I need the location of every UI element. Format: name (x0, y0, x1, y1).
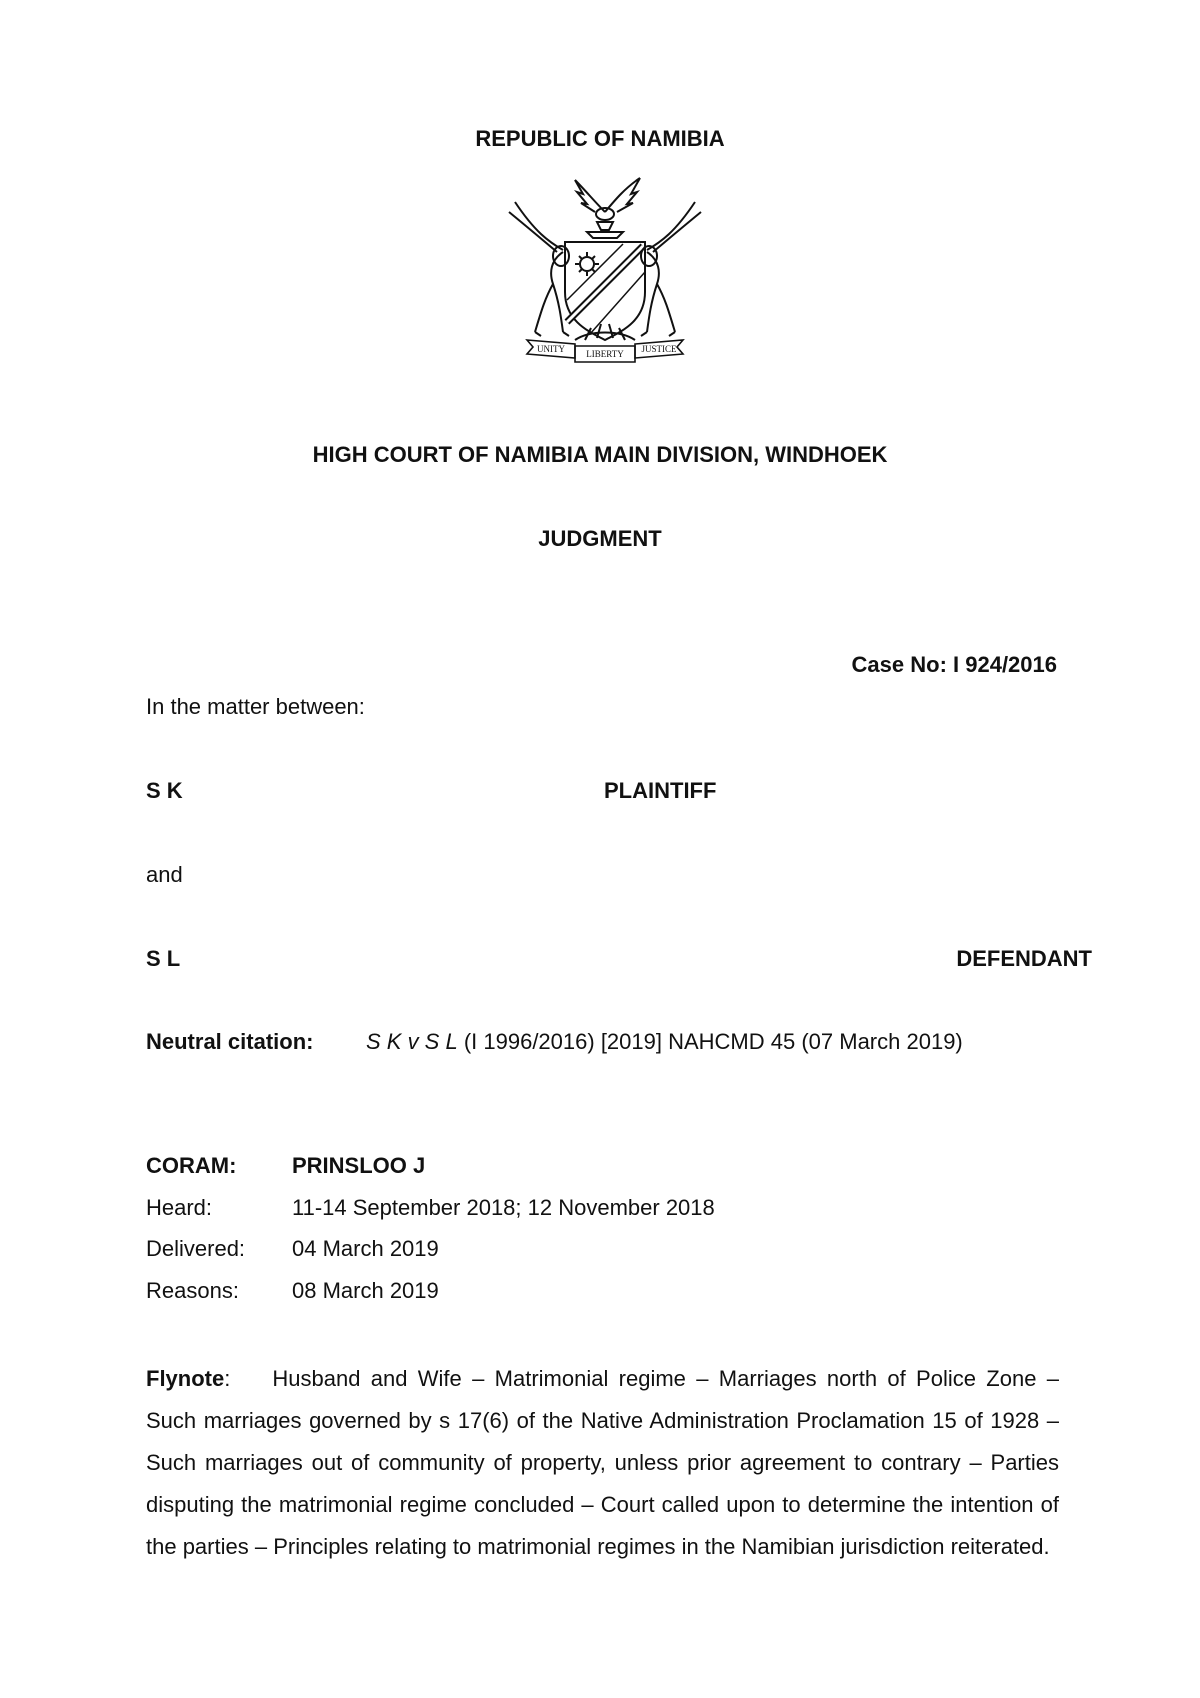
banner-word-liberty: LIBERTY (586, 349, 624, 359)
citation-reference: (I 1996/2016) [2019] NAHCMD 45 (07 March 2019) (457, 1029, 963, 1054)
banner-word-unity: UNITY (537, 344, 565, 354)
banner-word-justice: JUSTICE (641, 344, 677, 354)
judgment-heading: JUDGMENT (538, 526, 662, 551)
reasons-label: Reasons: (146, 1278, 239, 1303)
flynote-paragraph (146, 1358, 1059, 1568)
conjunction-and: and (146, 862, 183, 887)
plaintiff-role: PLAINTIFF (604, 778, 717, 803)
coram-judge: PRINSLOO J (292, 1153, 426, 1178)
delivered-value: 04 March 2019 (292, 1236, 439, 1261)
defendant-name: S L (146, 946, 181, 971)
reasons-value: 08 March 2019 (292, 1278, 439, 1303)
court-heading: HIGH COURT OF NAMIBIA MAIN DIVISION, WINDHOEK (312, 442, 888, 467)
citation-text (366, 1031, 963, 1053)
defendant-role: DEFENDANT (956, 946, 1092, 971)
case-number (852, 654, 1057, 676)
flynote-label: Flynote (146, 1366, 225, 1391)
citation-label: Neutral citation: (146, 1029, 314, 1054)
citation-parties: S K v S L (366, 1029, 458, 1054)
case-no-value: I 924/2016 (953, 652, 1057, 677)
plaintiff-name: S K (146, 778, 183, 803)
heard-value: 11-14 September 2018; 12 November 2018 (292, 1195, 715, 1220)
heard-label: Heard: (146, 1195, 213, 1220)
matter-intro: In the matter between: (146, 694, 365, 719)
flynote-text: Husband and Wife – Matrimonial regime – Marriages north of Police Zone – Such marriages governed by s 17(6) of the Native Administration Proclamation 15 of 1928 – Such marriages out of community of property, unless prior agreement to contrary – Parties disputing the matrimonial regime concluded – Court called upon to determine the intention of the parties – Principles relating to matrimonial regimes in the Namibian jurisdiction reiterated. (146, 1366, 1059, 1559)
republic-heading: REPUBLIC OF NAMIBIA (475, 126, 725, 151)
delivered-label: Delivered: (146, 1236, 246, 1261)
coat-of-arms-emblem (505, 172, 705, 367)
coram-label: CORAM: (146, 1153, 237, 1178)
flynote-colon: : (224, 1366, 231, 1391)
case-no-label: Case No: (851, 652, 947, 677)
